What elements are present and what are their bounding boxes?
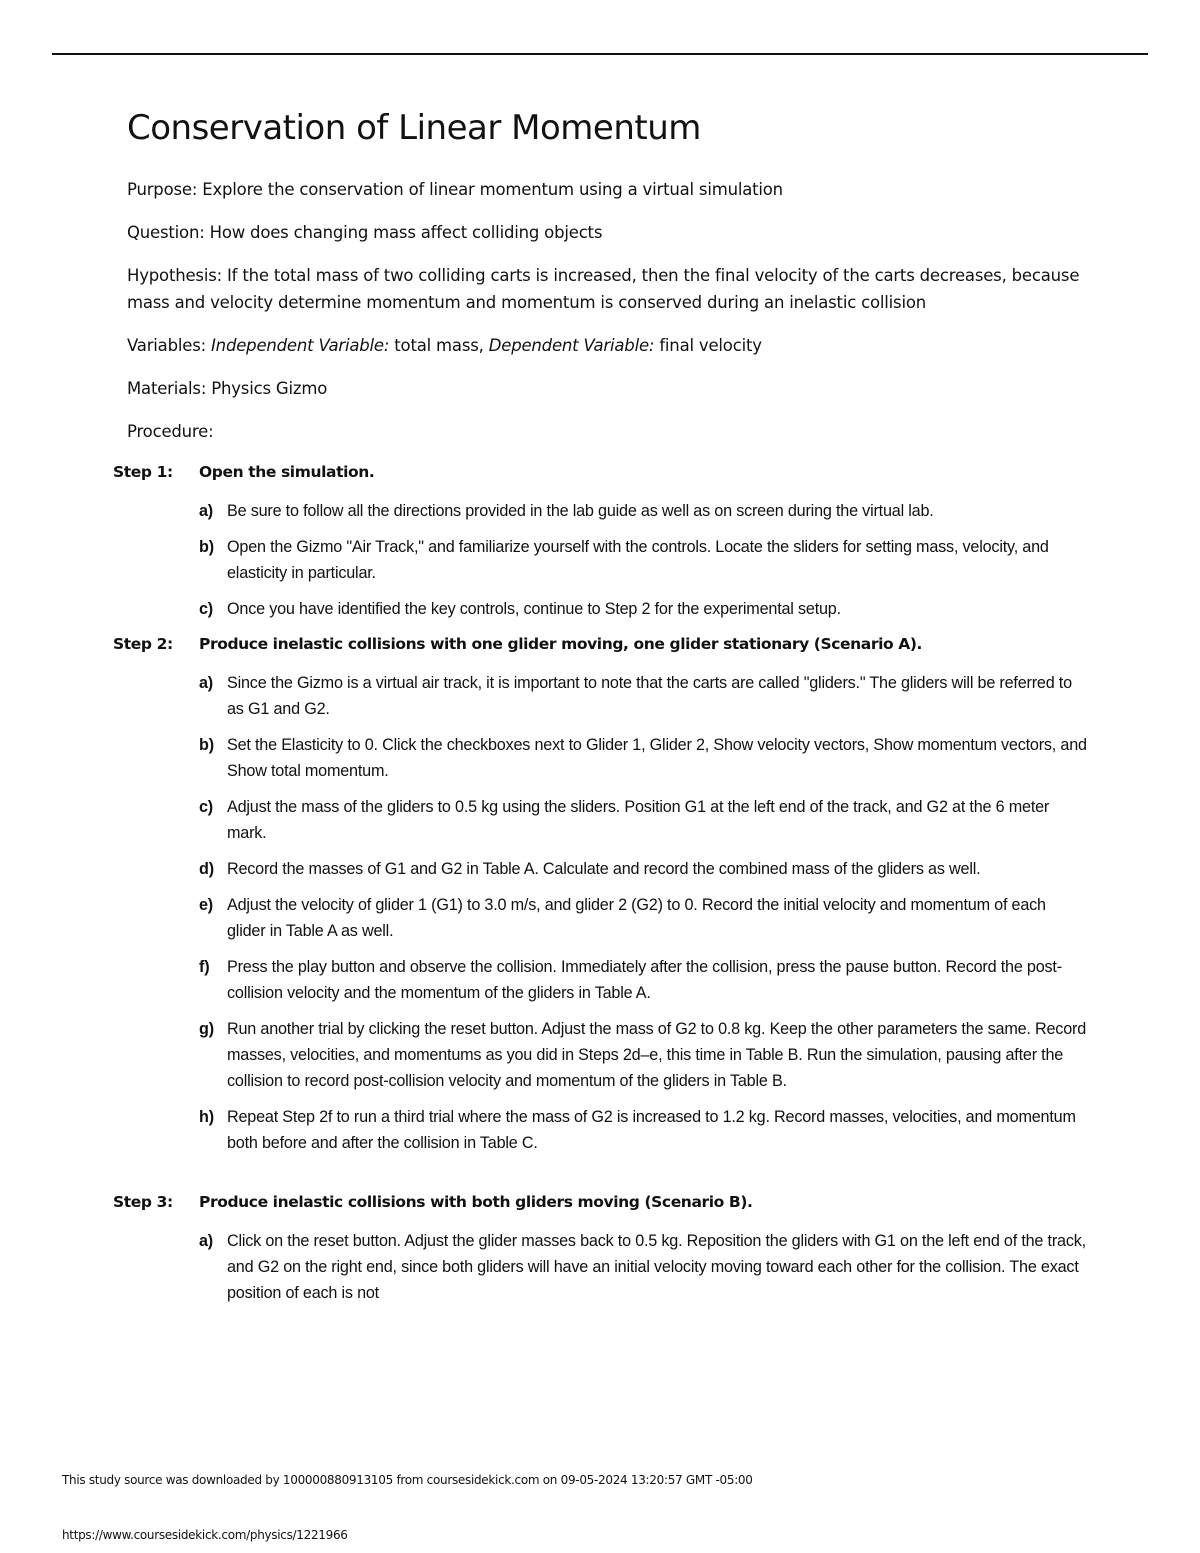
list-item — [199, 534, 1087, 586]
procedure-steps — [113, 460, 1087, 1306]
list-item-marker: a) — [199, 502, 213, 520]
step-items — [199, 670, 1087, 1156]
list-item-text: Record the masses of G1 and G2 in Table A. Calculate and record the combined mass of the gliders as well. — [227, 860, 981, 878]
list-item — [199, 794, 1087, 846]
step-heading — [113, 1190, 1087, 1214]
list-item — [199, 856, 1087, 882]
list-item-marker: f) — [199, 958, 210, 976]
list-item-text: Repeat Step 2f to run a third trial where the mass of G2 is increased to 1.2 kg. Record masses, velocities, and momentum both before and after the collision in Table C. — [227, 1108, 1076, 1152]
list-item — [199, 498, 1087, 524]
purpose-line — [127, 176, 1087, 203]
materials-label: Materials: — [127, 379, 207, 398]
list-item-marker: b) — [199, 736, 214, 754]
purpose-label: Purpose: — [127, 180, 198, 199]
step-items — [199, 1228, 1087, 1306]
top-rule — [52, 53, 1148, 55]
list-item — [199, 954, 1087, 1006]
list-item — [199, 670, 1087, 722]
question-line — [127, 219, 1087, 246]
list-item-marker: h) — [199, 1108, 214, 1126]
materials-text: Physics Gizmo — [211, 379, 328, 398]
list-item-text: Adjust the mass of the gliders to 0.5 kg using the sliders. Position G1 at the left end of the track, and G2 at the 6 meter mark. — [227, 798, 1050, 842]
hypothesis-line — [127, 262, 1087, 316]
dependent-variable-label: Dependent Variable: — [488, 336, 655, 355]
hypothesis-text: If the total mass of two colliding carts is increased, then the final velocity of the carts decreases, because mass and velocity determine momentum and momentum is conserved during an inelastic collision — [127, 266, 1080, 312]
procedure-step — [113, 460, 1087, 622]
list-item-marker: a) — [199, 1232, 213, 1250]
list-item-marker: c) — [199, 798, 213, 816]
hypothesis-label: Hypothesis: — [127, 266, 222, 285]
step-number: Step 1: — [113, 463, 173, 481]
step-title: Open the simulation. — [199, 463, 375, 481]
independent-variable-label: Independent Variable: — [211, 336, 390, 355]
list-item-text: Press the play button and observe the collision. Immediately after the collision, press the pause button. Record the post-collision velocity and the momentum of the gliders in Table A. — [227, 958, 1062, 1002]
independent-variable-value: total mass, — [394, 336, 484, 355]
list-item — [199, 1228, 1087, 1306]
step-items — [199, 498, 1087, 622]
page-title: Conservation of Linear Momentum — [127, 108, 701, 148]
list-item-marker: b) — [199, 538, 214, 556]
procedure-step — [113, 1190, 1087, 1306]
list-item-text: Adjust the velocity of glider 1 (G1) to 3.0 m/s, and glider 2 (G2) to 0. Record the initial velocity and momentum of each glider in Table A as well. — [227, 896, 1046, 940]
step-heading — [113, 460, 1087, 484]
step-heading — [113, 632, 1087, 656]
step-title: Produce inelastic collisions with both gliders moving (Scenario B). — [199, 1193, 753, 1211]
purpose-text: Explore the conservation of linear momentum using a virtual simulation — [202, 180, 783, 199]
document-body — [113, 108, 1087, 1316]
source-note: This study source was downloaded by 100000880913105 from coursesidekick.com on 09-05-2024 13:20:57 GMT -05:00 — [62, 1473, 753, 1487]
dependent-variable-value: final velocity — [659, 336, 762, 355]
list-item-marker: d) — [199, 860, 214, 878]
list-item-text: Click on the reset button. Adjust the glider masses back to 0.5 kg. Reposition the gliders with G1 on the left end of the track, and G2 on the right end, since both gliders will have an initial velocity moving toward each other for the collision. The exact position of each is not — [227, 1232, 1086, 1302]
question-label: Question: — [127, 223, 205, 242]
list-item-text: Set the Elasticity to 0. Click the checkboxes next to Glider 1, Glider 2, Show velocity vectors, Show momentum vectors, and Show total momentum. — [227, 736, 1087, 780]
list-item-text: Be sure to follow all the directions provided in the lab guide as well as on screen during the virtual lab. — [227, 502, 934, 520]
list-item — [199, 892, 1087, 944]
list-item-marker: c) — [199, 600, 213, 618]
question-text: How does changing mass affect colliding objects — [209, 223, 603, 242]
procedure-label: Procedure: — [127, 422, 214, 441]
variables-label: Variables: — [127, 336, 206, 355]
materials-line — [127, 375, 1087, 402]
variables-line — [127, 332, 1087, 359]
source-url: https://www.coursesidekick.com/physics/1221966 — [62, 1528, 348, 1542]
list-item-text: Run another trial by clicking the reset button. Adjust the mass of G2 to 0.8 kg. Keep the other parameters the same. Record masses, velocities, and momentums as you did in Steps 2d–e, this time in Table B. Run the simulation, pausing after the collision to record post-collision velocity and momentum of the gliders in Table B. — [227, 1020, 1086, 1090]
step-title: Produce inelastic collisions with one glider moving, one glider stationary (Scenario A). — [199, 635, 923, 653]
step-number: Step 2: — [113, 635, 173, 653]
list-item-marker: g) — [199, 1020, 214, 1038]
list-item — [199, 596, 1087, 622]
list-item-text: Since the Gizmo is a virtual air track, it is important to note that the carts are called "gliders." The gliders will be referred to as G1 and G2. — [227, 674, 1072, 718]
step-number: Step 3: — [113, 1193, 173, 1211]
list-item-text: Once you have identified the key controls, continue to Step 2 for the experimental setup. — [227, 600, 841, 618]
list-item-marker: a) — [199, 674, 213, 692]
list-item — [199, 732, 1087, 784]
list-item-marker: e) — [199, 896, 213, 914]
procedure-step — [113, 632, 1087, 1156]
list-item — [199, 1016, 1087, 1094]
list-item-text: Open the Gizmo "Air Track," and familiarize yourself with the controls. Locate the sliders for setting mass, velocity, and elasticity in particular. — [227, 538, 1049, 582]
list-item — [199, 1104, 1087, 1156]
